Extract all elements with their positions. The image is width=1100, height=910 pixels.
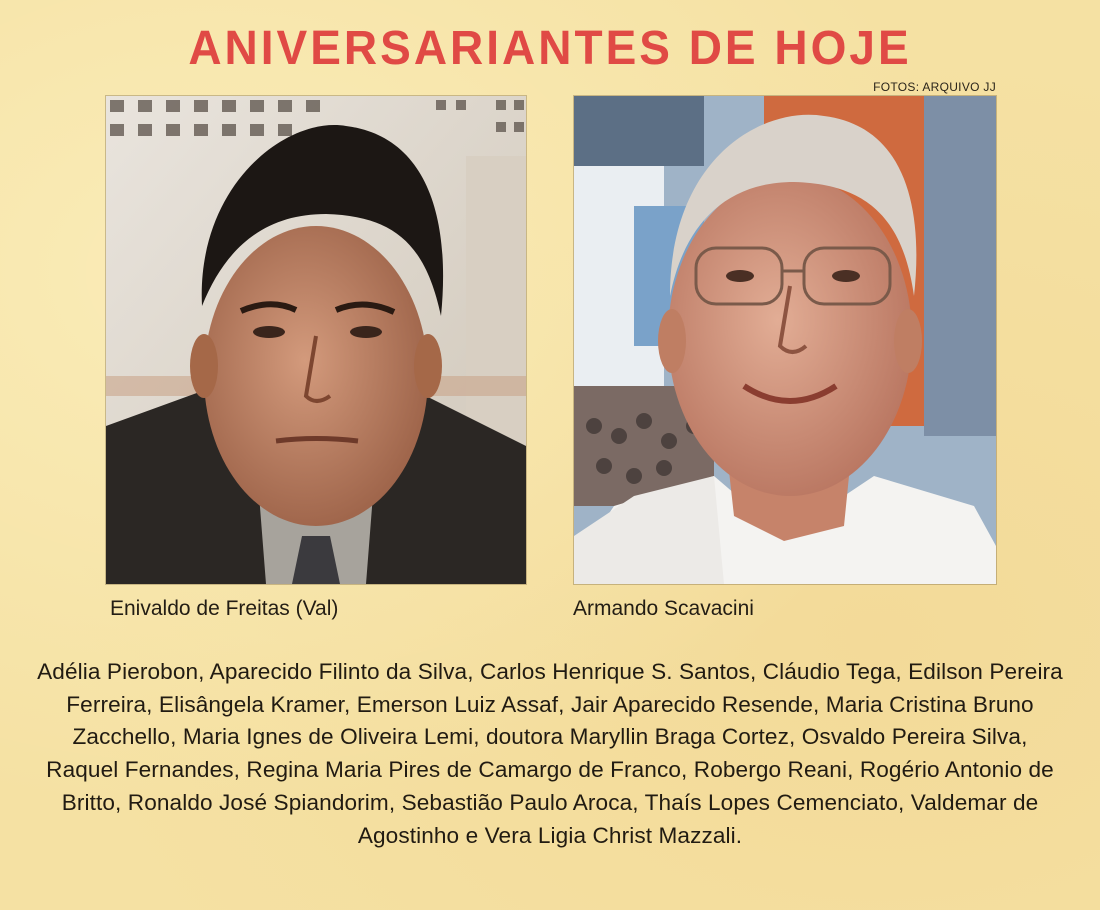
headline: ANIVERSARIANTES DE HOJE [188, 19, 912, 75]
portrait-man-suit [106, 96, 526, 584]
caption-armando: Armando Scavacini [573, 597, 754, 620]
photo-armando [574, 96, 996, 584]
photo-enivaldo [106, 96, 526, 584]
caption-enivaldo: Enivaldo de Freitas (Val) [110, 597, 339, 620]
birthday-list: Adélia Pierobon, Aparecido Filinto da Silva, Carlos Henrique S. Santos, Cláudio Tega, Edilson Pereira Ferreira, Elisângela Kramer, Emerson Luiz Assaf, Jair Aparecido Resende, Maria Cristina Bruno Zacchello, Maria Ignes de Oliveira Lemi, doutora Maryllin Braga Cortez, Osvaldo Pereira Silva, Raquel Fernandes, Regina Maria Pires de Camargo de Franco, Robergo Reani, Rogério Antonio de Britto, Ronaldo José Spiandorim, Sebastião Paulo Aroca, Thaís Lopes Cemenciato, Valdemar de Agostinho e Vera Ligia Christ Mazzali. [37, 659, 1063, 848]
photo-credit: FOTOS: ARQUIVO JJ [873, 80, 996, 94]
portrait-man-glasses [574, 96, 996, 584]
